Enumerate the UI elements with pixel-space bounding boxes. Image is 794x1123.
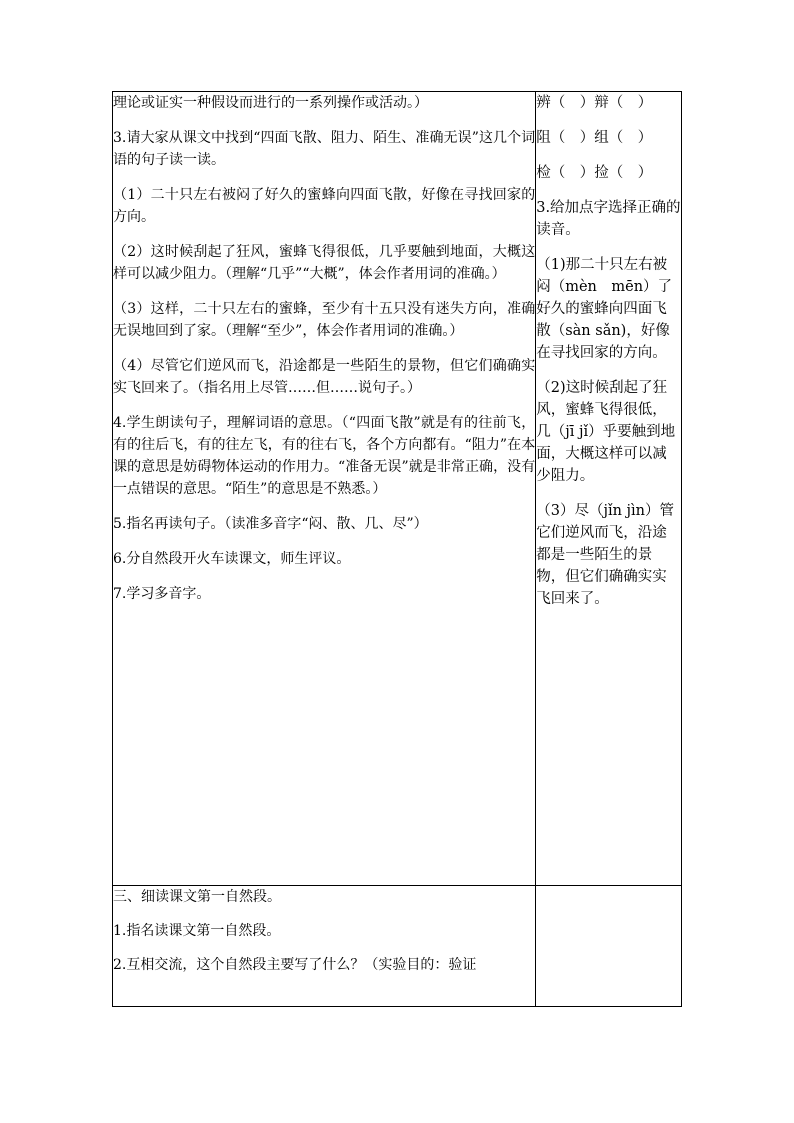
paragraph: 4.学生朗读句子，理解词语的意思。（“四面飞散”就是有的往前飞，有的往后飞，有的往左飞，有的往右飞，各个方向都有。“阻力”在本课的意思是妨碍物体运动的作用力。“准备无误”就是非常正确，没有一点错误的意思。“陌生”的意思是不熟悉。） xyxy=(113,415,536,497)
table-row xyxy=(113,92,682,886)
exercise-cell xyxy=(536,92,682,886)
paragraph: 6.分自然段开火车读课文，师生评议。 xyxy=(113,551,351,567)
table-row xyxy=(113,886,682,1007)
paragraph: （3）这样，二十只左右的蜜蜂，至少有十五只没有迷失方向，准确无误地回到了家。（理解“至少”，体会作者用词的准确。） xyxy=(113,301,536,339)
exercise-line: 辨（ ）辩（ ） xyxy=(536,95,653,111)
exercise-line: 检（ ）捡（ ） xyxy=(536,165,653,181)
teaching-process-cell xyxy=(113,886,536,1007)
paragraph: 3.请大家从课文中找到“四面飞散、阻力、陌生、准确无误”这几个词语的句子读一读。 xyxy=(113,130,536,168)
paragraph: （2）这时候刮起了狂风，蜜蜂飞得很低，几乎要触到地面，大概这样可以减少阻力。（理解“几乎”“大概”，体会作者用词的准确。） xyxy=(113,244,536,282)
paragraph: 三、细读课文第一自然段。 xyxy=(113,889,281,905)
exercise-cell xyxy=(536,886,682,1007)
paragraph: 7.学习多音字。 xyxy=(113,586,211,602)
paragraph: 5.指名再读句子。（读准多音字“闷、散、几、尽”） xyxy=(113,516,428,532)
paragraph: 1.指名读课文第一自然段。 xyxy=(113,923,281,939)
paragraph: （4）尽管它们逆风而飞，沿途都是一些陌生的景物，但它们确确实实飞回来了。（指名用上尽管……但……说句子。） xyxy=(113,358,536,396)
paragraph: 理论或证实一种假设而进行的一系列操作或活动。） xyxy=(113,95,428,111)
teaching-process-cell xyxy=(113,92,536,886)
exercise-line: （3）尽（jǐn jìn）管它们逆风而飞，沿途都是一些陌生的景物，但它们确确实实飞回来了。 xyxy=(536,503,674,607)
exercise-line: 3.给加点字选择正确的读音。 xyxy=(536,200,681,238)
lesson-plan-table xyxy=(112,91,682,1007)
paragraph: （1）二十只左右被闷了好久的蜜蜂向四面飞散，好像在寻找回家的方向。 xyxy=(113,187,536,225)
exercise-line: （2)这时候刮起了狂风，蜜蜂飞得很低，几（jī jǐ）乎要触到地面，大概这样可以减少阻力。 xyxy=(536,380,676,484)
paragraph: 2.互相交流，这个自然段主要写了什么？（实验目的：验证 xyxy=(113,957,477,973)
exercise-line: 阻（ ）组（ ） xyxy=(536,130,653,146)
exercise-line: （1)那二十只左右被闷（mèn mēn）了好久的蜜蜂向四面飞散（sàn sǎn)，好像在寻找回家的方向。 xyxy=(536,257,673,361)
